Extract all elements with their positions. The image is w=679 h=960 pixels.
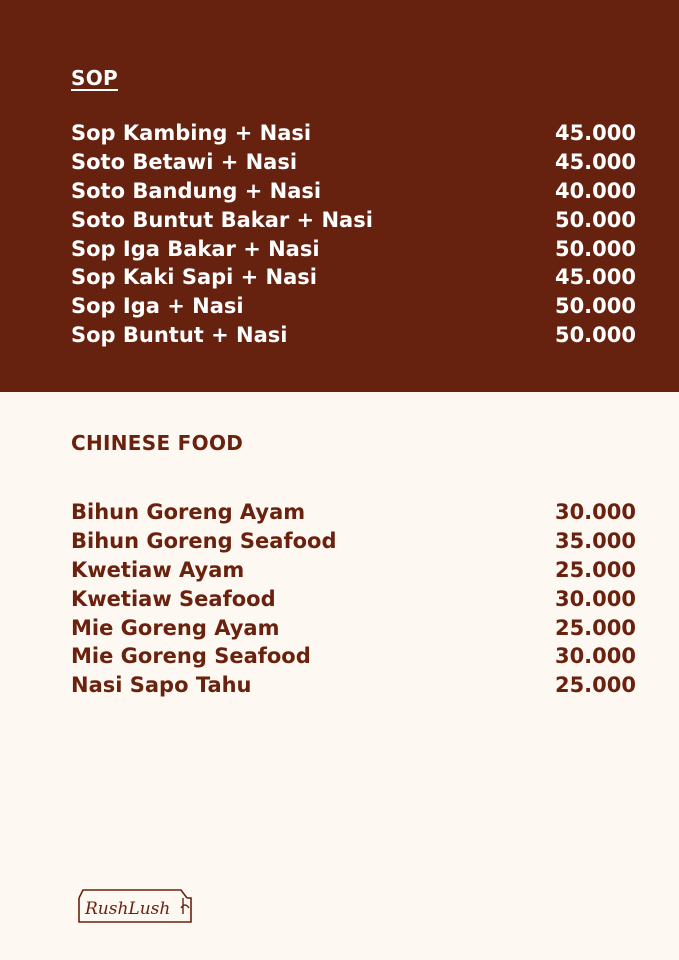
menu-item xyxy=(71,263,636,292)
item-price: 25.000 xyxy=(554,673,636,698)
menu-item xyxy=(71,498,636,527)
menu-item xyxy=(71,321,636,350)
item-price: 35.000 xyxy=(554,529,636,554)
logo-mark-icon xyxy=(73,884,197,928)
item-price: 25.000 xyxy=(554,557,636,582)
menu-item xyxy=(71,205,636,234)
rushlush-logo xyxy=(73,884,197,928)
item-name: Sop Iga Bakar + Nasi xyxy=(71,236,320,261)
svg-text:RushLush: RushLush xyxy=(85,899,171,919)
item-name: Sop Buntut + Nasi xyxy=(71,322,288,347)
menu-item xyxy=(71,119,636,148)
item-name: Sop Kaki Sapi + Nasi xyxy=(71,265,318,290)
item-price: 45.000 xyxy=(554,265,636,290)
sop-section xyxy=(0,0,679,392)
item-price: 50.000 xyxy=(554,207,636,232)
item-name: Soto Bandung + Nasi xyxy=(71,178,322,203)
chinese-food-title: CHINESE FOOD xyxy=(71,431,244,455)
item-name: Kwetiaw Seafood xyxy=(71,586,276,611)
menu-item xyxy=(71,527,636,556)
item-name: Nasi Sapo Tahu xyxy=(71,673,252,698)
item-name: Bihun Goreng Seafood xyxy=(71,529,337,554)
item-name: Soto Buntut Bakar + Nasi xyxy=(71,207,373,232)
item-price: 50.000 xyxy=(554,236,636,261)
menu-item xyxy=(71,292,636,321)
menu-item xyxy=(71,556,636,585)
item-name: Soto Betawi + Nasi xyxy=(71,150,298,175)
item-price: 30.000 xyxy=(554,644,636,669)
chinese-food-section xyxy=(0,392,679,960)
item-price: 50.000 xyxy=(554,322,636,347)
item-price: 45.000 xyxy=(554,150,636,175)
item-name: Mie Goreng Seafood xyxy=(71,644,311,669)
menu-item xyxy=(71,584,636,613)
item-price: 40.000 xyxy=(554,178,636,203)
item-name: Mie Goreng Ayam xyxy=(71,615,280,640)
item-price: 50.000 xyxy=(554,294,636,319)
menu-item xyxy=(71,234,636,263)
item-price: 30.000 xyxy=(554,500,636,525)
item-name: Sop Kambing + Nasi xyxy=(71,121,312,146)
chinese-menu-list xyxy=(71,498,636,700)
menu-item xyxy=(71,148,636,177)
menu-item xyxy=(71,177,636,206)
item-price: 45.000 xyxy=(554,121,636,146)
item-price: 25.000 xyxy=(554,615,636,640)
menu-item xyxy=(71,671,636,700)
item-name: Kwetiaw Ayam xyxy=(71,557,245,582)
menu-item xyxy=(71,613,636,642)
item-name: Bihun Goreng Ayam xyxy=(71,500,306,525)
sop-menu-list xyxy=(71,119,636,349)
sop-title: SOP xyxy=(71,66,118,90)
menu-item xyxy=(71,642,636,671)
item-name: Sop Iga + Nasi xyxy=(71,294,244,319)
item-price: 30.000 xyxy=(554,586,636,611)
